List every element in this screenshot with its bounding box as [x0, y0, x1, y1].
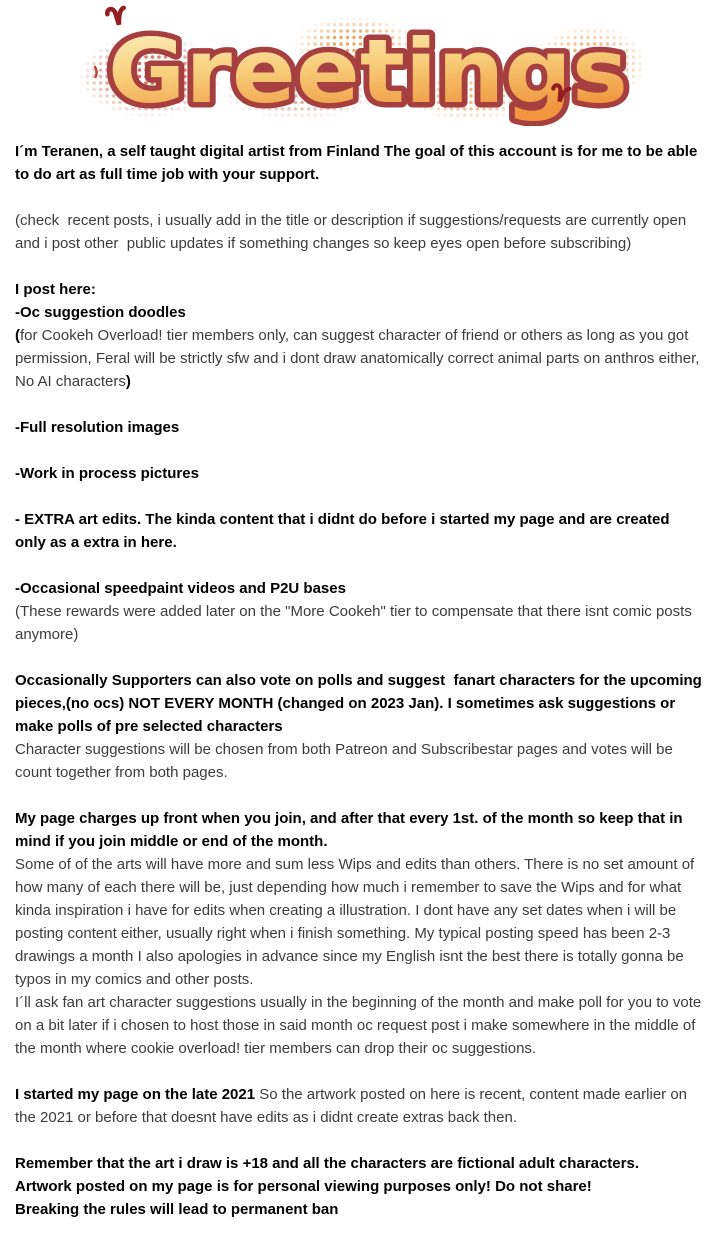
greetings-title: Greetings [108, 20, 628, 123]
intro-paragraph: I´m Teranen, a self taught digital artist from Finland The goal of this account is for me to be able to do art as full time job with your support. [15, 143, 702, 183]
rules-line-2: Artwork posted on my page is for personal viewing purposes only! Do not share! [15, 1178, 592, 1195]
rules-line-3: Breaking the rules will lead to permanent ban [15, 1201, 339, 1218]
speedpaint-note: (These rewards were added later on the "More Cookeh" tier to compensate that there isnt comic posts anymore) [15, 603, 696, 643]
billing-section [15, 807, 706, 1060]
speedpaint-item: -Occasional speedpaint videos and P2U bases [15, 580, 346, 597]
post-here-section [15, 278, 702, 393]
paren-open: ( [15, 327, 20, 344]
full-res-item: -Full resolution images [15, 419, 180, 436]
speedpaint-section [15, 577, 702, 646]
oc-doodles-note-text: for Cookeh Overload! tier members only, can suggest character of friend or others as long as you got permission, Feral will be strictly sfw and i dont draw anatomically correct animal parts on anthros either, No AI characters [15, 327, 704, 390]
wip-item: -Work in process pictures [15, 465, 199, 482]
rules-line-1: Remember that the art i draw is +18 and all the characters are fictional adult characters. [15, 1155, 639, 1172]
billing-note-2: I´ll ask fan art character suggestions usually in the beginning of the month and make poll for you to vote on a bit later if i chosen to host those in said month oc request post i make somewhere in the middle of the month where cookie overload! tier members can drop their oc suggestions. [15, 994, 706, 1057]
oc-doodles-note [15, 324, 702, 393]
billing-note-1: Some of of the arts will have more and sum less Wips and edits than others. There is no set amount of how many of each there will be, just depending how much i remember to save the Wips and for what kinda inspiration i have for edits when creating a illustration. I dont have any set dates when i will be posting content either, usually right when i finish something. My typical posting speed has been 2-3 drawings a month I also apologies in advance since my English isnt the best there is totally gonna be typos in my comics and other posts. [15, 856, 699, 988]
greetings-header [0, 0, 716, 126]
billing-bold-text: My page charges up front when you join, and after that every 1st. of the month so keep that in mind if you join middle or end of the month. [15, 810, 687, 850]
oc-doodles-item: -Oc suggestion doodles [15, 304, 186, 321]
started-rest-text: So the artwork posted on here is recent, content made earlier on the 2021 or before that doesnt have edits as i didnt create extras back then. [15, 1086, 692, 1126]
started-section [15, 1083, 702, 1129]
polls-section [15, 669, 707, 784]
polls-note: Character suggestions will be chosen from both Patreon and Subscribestar pages and votes will be count together from both pages. [15, 741, 678, 781]
check-note-paragraph: (check recent posts, i usually add in the title or description if suggestions/requests are currently open and i post other public updates if something changes so keep eyes open before subscribing) [15, 212, 691, 252]
post-here-heading: I post here: [15, 281, 96, 298]
extra-edits-item: - EXTRA art edits. The kinda content that i didnt do before i started my page and are created only as a extra in here. [15, 511, 674, 551]
about-text [0, 126, 716, 1221]
rules-section [15, 1152, 702, 1221]
polls-bold-text: Occasionally Supporters can also vote on polls and suggest fanart characters for the upcoming pieces,(no ocs) NOT EVERY MONTH (changed on 2023 Jan). I sometimes ask suggestions or make polls of pre selected characters [15, 672, 707, 735]
paren-close: ) [125, 373, 131, 390]
greetings-logo [0, 2, 716, 126]
started-bold-text: I started my page on the late 2021 [15, 1086, 256, 1103]
